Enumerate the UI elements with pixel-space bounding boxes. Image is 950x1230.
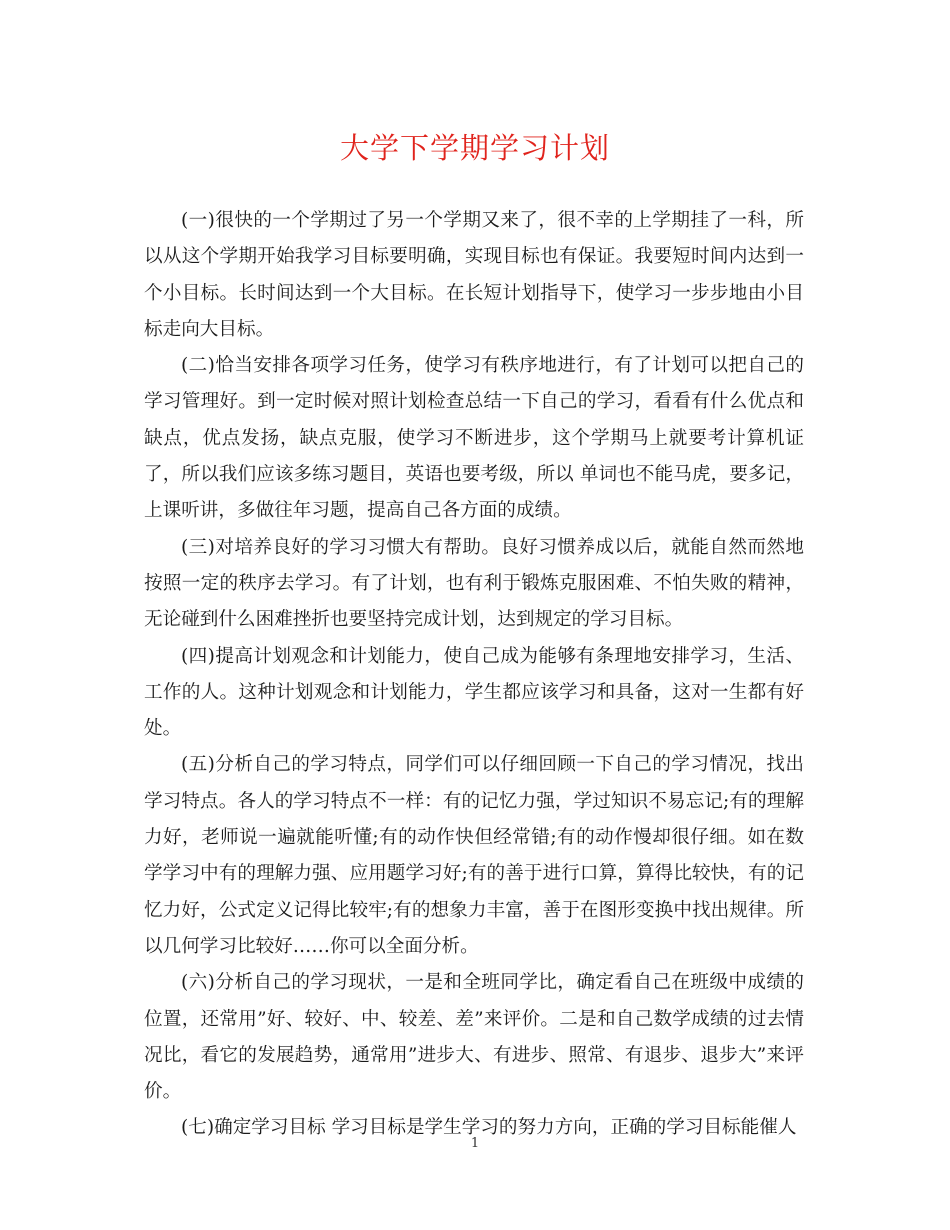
- document-title: 大学下学期学习计划: [339, 131, 610, 165]
- paragraph-3: (三)对培养良好的学习习惯大有帮助。良好习惯养成以后，就能自然而然地按照一定的秩序去学习。有了计划，也有利于锻炼克服困难、不怕失败的精神，无论碰到什么困难挫折也要坚持完成计划，达到规定的学习目标。: [144, 536, 804, 631]
- paragraph-4: (四)提高计划观念和计划能力，使自己成为能够有条理地安排学习，生活、工作的人。这种计划观念和计划能力，学生都应该学习和具备，这对一生都有好处。: [144, 645, 804, 740]
- paragraph-5: (五)分析自己的学习特点，同学们可以仔细回顾一下自己的学习情况，找出学习特点。各人的学习特点不一样：有的记忆力强，学过知识不易忘记;有的理解力好，老师说一遍就能听懂;有的动作快但经常错;有的动作慢却很仔细。如在数学学习中有的理解力强、应用题学习好;有的善于进行口算，算得比较快，有的记忆力好，公式定义记得比较牢;有的想象力丰富，善于在图形变换中找出规律。所以几何学习比较好……你可以全面分析。: [144, 754, 804, 957]
- paragraph-7: (七)确定学习目标 学习目标是学生学习的努力方向，正确的学习目标能催人: [181, 1117, 797, 1139]
- paragraph-2: (二)恰当安排各项学习任务，使学习有秩序地进行，有了计划可以把自己的学习管理好。到一定时候对照计划检查总结一下自己的学习，看看有什么优点和缺点，优点发扬，缺点克服，使学习不断进步，这个学期马上就要考计算机证了，所以我们应该多练习题目，英语也要考级，所以 单词也不能马虎，要多记，上课听讲，多做往年习题，提高自己各方面的成绩。: [144, 355, 804, 522]
- document-body: [144, 203, 804, 1147]
- page-number: 1: [470, 1136, 480, 1151]
- paragraph-6: (六)分析自己的学习现状，一是和全班同学比，确定看自己在班级中成绩的位置，还常用”好、较好、中、较差、差”来评价。二是和自己数学成绩的过去情况比，看它的发展趋势，通常用”进步大、有进步、照常、有退步、退步大”来评价。: [144, 972, 804, 1103]
- paragraph-1: (一)很快的一个学期过了另一个学期又来了，很不幸的上学期挂了一科，所以从这个学期开始我学习目标要明确，实现目标也有保证。我要短时间内达到一个小目标。长时间达到一个大目标。在长短计划指导下，使学习一步步地由小目标走向大目标。: [144, 210, 804, 340]
